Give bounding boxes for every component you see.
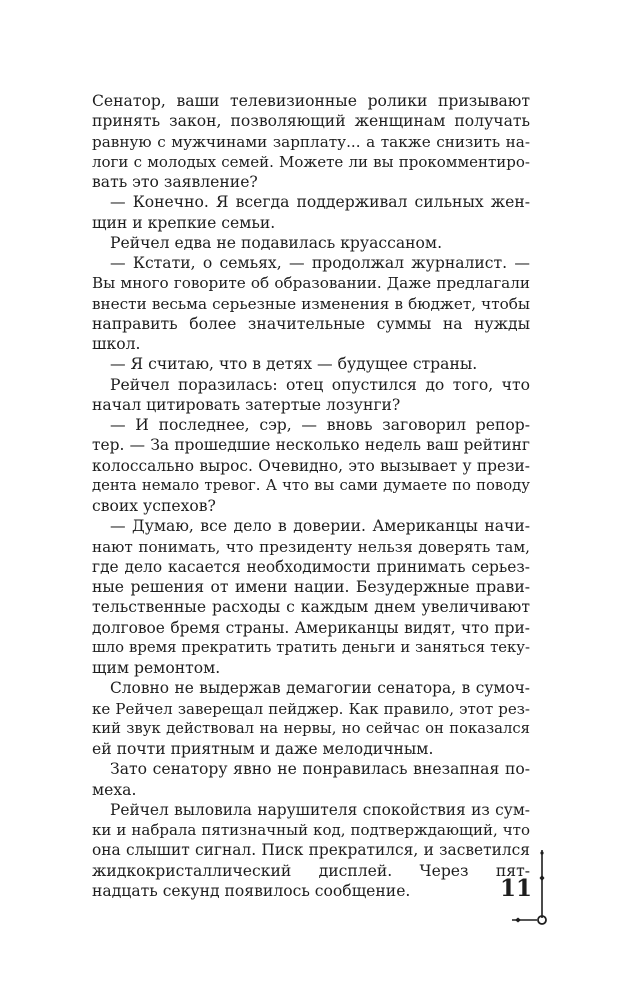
text-line: она слышит сигнал. Писк прекратился, и засветился	[92, 841, 530, 860]
text-line: жидкокристаллический дисплей. Через пят-	[92, 861, 530, 880]
page-number: 11	[500, 875, 533, 902]
text-line: долговое бремя страны. Американцы видят, что при-	[92, 618, 530, 637]
text-line: ей почти приятным и даже мелодичным.	[92, 740, 434, 758]
text-line: где дело касается необходимости принимать серьез-	[92, 557, 530, 576]
text-line: начал цитировать затертые лозунги?	[92, 395, 401, 414]
text-line: своих успехов?	[92, 497, 216, 515]
text-line: школ.	[92, 335, 141, 353]
text-line: ки и набрала пятизначный код, подтверждающий, что	[92, 821, 530, 839]
text-line: Сенатор, ваши телевизионные ролики призывают	[92, 92, 530, 110]
text-line: вать это заявление?	[92, 173, 258, 191]
text-line: Словно не выдержав демагогии сенатора, в сумоч-	[110, 679, 530, 698]
text-line: шло время прекратить тратить деньги и заняться теку-	[92, 638, 530, 656]
text-line: ке Рейчел заверещал пейджер. Как правило, этот рез-	[92, 699, 530, 718]
text-line: равную с мужчинами зарплату... а также снизить на-	[92, 132, 530, 151]
text-line: Рейчел выловила нарушителя спокойствия из сум-	[110, 800, 530, 819]
text-line: Вы много говорите об образовании. Даже предлагали	[92, 274, 530, 293]
text-line: логи с молодых семей. Можете ли вы прокомментиро-	[92, 152, 530, 171]
text-line: — И последнее, сэр, — вновь заговорил репор-	[110, 416, 530, 434]
body-text	[92, 91, 533, 902]
text-line: кий звук действовал на нервы, но сейчас он показался	[92, 719, 530, 737]
text-line: тельственные расходы с каждым днем увеличивают	[92, 598, 530, 617]
text-line: — Кстати, о семьях, — продолжал журналист. —	[110, 254, 530, 272]
text-line: — Я считаю, что в детях — будущее страны.	[110, 355, 478, 374]
text-line: нают понимать, что президенту нельзя доверять там,	[92, 537, 530, 556]
text-line: щин и крепкие семьи.	[92, 213, 276, 232]
text-line: Рейчел поразилась: отец опустился до того, что	[110, 375, 530, 394]
text-line: дента немало тревог. А что вы сами думаете по поводу	[92, 476, 530, 494]
text-line: направить более значительные суммы на нужды	[92, 314, 530, 333]
text-line: тер. — За прошедшие несколько недель ваш рейтинг	[92, 436, 530, 455]
text-line: надцать секунд появилось сообщение.	[92, 881, 411, 900]
text-line: — Думаю, все дело в доверии. Американцы начи-	[110, 517, 530, 536]
text-line: внести весьма серьезные изменения в бюджет, чтобы	[92, 294, 530, 313]
text-line: ные решения от имени нации. Безудержные прави-	[92, 578, 530, 596]
text-line: Рейчел едва не подавилась круассаном.	[110, 233, 443, 252]
text-line: Зато сенатору явно не понравилась внезапная по-	[110, 760, 530, 779]
text-line: щим ремонтом.	[92, 659, 221, 677]
text-line: меха.	[92, 780, 137, 799]
text-line: принять закон, позволяющий женщинам получать	[92, 112, 530, 131]
text-line: колоссально вырос. Очевидно, это вызывает у прези-	[92, 456, 530, 475]
text-line: — Конечно. Я всегда поддерживал сильных жен-	[110, 193, 530, 212]
